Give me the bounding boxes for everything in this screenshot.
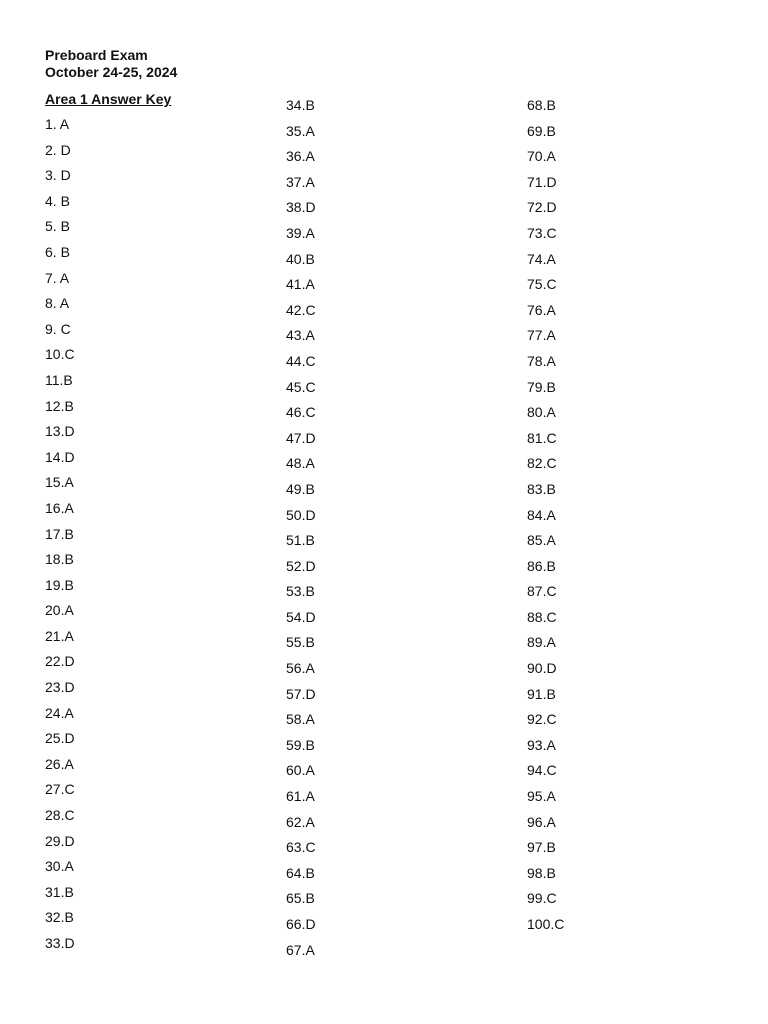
answer-item: 89.A xyxy=(527,634,556,651)
answer-item: 23.D xyxy=(45,679,75,696)
answer-item: 81.C xyxy=(527,429,557,446)
answer-item: 44.C xyxy=(286,352,316,369)
answer-item: 66.D xyxy=(286,916,316,932)
answer-item: 53.B xyxy=(286,583,315,600)
answer-item: 65.B xyxy=(286,890,315,907)
answer-item: 91.B xyxy=(527,685,556,702)
answer-item: 8. A xyxy=(45,295,70,312)
answer-item: 84.A xyxy=(527,506,556,523)
answer-item: 40.B xyxy=(286,250,315,267)
answer-item: 98.B xyxy=(527,864,556,881)
answer-item: 56.A xyxy=(286,660,315,677)
answer-item: 48.A xyxy=(286,455,315,472)
answer-item: 73.C xyxy=(527,224,557,241)
answer-item: 37.A xyxy=(286,173,315,190)
answer-item: 27.C xyxy=(45,781,75,798)
answer-item: 31.B xyxy=(45,883,74,900)
answer-item: 7. A xyxy=(45,269,70,286)
exam-title: Preboard Exam xyxy=(45,47,148,63)
answer-item: 34.B xyxy=(286,97,315,113)
answer-item: 26.A xyxy=(45,755,74,772)
answer-item: 36.A xyxy=(286,148,315,165)
answer-item: 2. D xyxy=(45,141,71,158)
answer-item: 11.B xyxy=(45,371,73,388)
answer-item: 46.C xyxy=(286,404,316,421)
answer-item: 16.A xyxy=(45,499,74,516)
answer-item: 50.D xyxy=(286,506,316,523)
answer-item: 30.A xyxy=(45,858,74,875)
answer-item: 12.B xyxy=(45,397,74,414)
answer-item: 5. B xyxy=(45,218,70,235)
answer-item: 92.C xyxy=(527,711,557,728)
answer-item: 71.D xyxy=(527,173,557,190)
answer-item: 43.A xyxy=(286,327,315,344)
answer-item: 96.A xyxy=(527,813,556,830)
answer-column-1 xyxy=(45,112,75,957)
answer-item: 78.A xyxy=(527,352,556,369)
exam-date: October 24-25, 2024 xyxy=(45,64,178,80)
answer-item: 99.C xyxy=(527,890,557,907)
answer-item: 64.B xyxy=(286,864,315,881)
answer-item: 74.A xyxy=(527,250,556,267)
answer-item: 19.B xyxy=(45,576,74,593)
answer-item: 13.D xyxy=(45,423,75,440)
answer-item: 85.A xyxy=(527,532,556,549)
answer-item: 63.C xyxy=(286,839,316,856)
answer-item: 41.A xyxy=(286,276,315,293)
section-title: Area 1 Answer Key xyxy=(45,91,172,107)
answer-item: 82.C xyxy=(527,455,557,472)
document-header xyxy=(45,47,177,81)
answer-item: 68.B xyxy=(527,97,556,113)
answer-item: 29.D xyxy=(45,832,75,849)
answer-item: 15.A xyxy=(45,474,74,491)
answer-item: 42.C xyxy=(286,301,316,318)
answer-item: 38.D xyxy=(286,199,316,216)
answer-column-3 xyxy=(527,93,564,938)
answer-item: 32.B xyxy=(45,909,74,926)
answer-item: 86.B xyxy=(527,557,556,574)
answer-item: 90.D xyxy=(527,660,557,677)
answer-item: 10.C xyxy=(45,346,75,363)
answer-item: 6. B xyxy=(45,243,70,260)
answer-item: 20.A xyxy=(45,602,74,619)
answer-item: 9. C xyxy=(45,320,71,337)
answer-item: 93.A xyxy=(527,736,556,753)
answer-column-2 xyxy=(286,93,316,963)
answer-item: 100.C xyxy=(527,916,565,932)
answer-item: 17.B xyxy=(45,525,74,542)
answer-item: 77.A xyxy=(527,327,556,344)
answer-item: 80.A xyxy=(527,404,556,421)
answer-item: 24.A xyxy=(45,704,74,721)
answer-item: 47.D xyxy=(286,429,316,446)
answer-item: 72.D xyxy=(527,199,557,216)
answer-item: 62.A xyxy=(286,813,315,830)
answer-item: 75.C xyxy=(527,276,557,293)
answer-item: 4. B xyxy=(45,192,70,209)
answer-item: 33.D xyxy=(45,935,75,951)
answer-item: 55.B xyxy=(286,634,315,651)
answer-item: 54.D xyxy=(286,608,316,625)
answer-item: 39.A xyxy=(286,224,315,241)
answer-item: 58.A xyxy=(286,711,315,728)
answer-item: 70.A xyxy=(527,148,556,165)
answer-item: 94.C xyxy=(527,762,557,779)
answer-item: 79.B xyxy=(527,378,556,395)
answer-item: 67.A xyxy=(286,941,315,958)
answer-item: 3. D xyxy=(45,167,71,184)
answer-item: 21.A xyxy=(45,627,74,644)
answer-item: 35.A xyxy=(286,122,315,139)
answer-item: 97.B xyxy=(527,839,556,856)
answer-item: 61.A xyxy=(286,788,315,805)
answer-item: 18.B xyxy=(45,551,74,568)
answer-item: 49.B xyxy=(286,480,315,497)
answer-item: 59.B xyxy=(286,736,315,753)
answer-item: 52.D xyxy=(286,557,316,574)
answer-item: 60.A xyxy=(286,762,315,779)
answer-item: 25.D xyxy=(45,730,75,747)
answer-item: 87.C xyxy=(527,583,557,600)
answer-item: 57.D xyxy=(286,685,316,702)
answer-item: 76.A xyxy=(527,301,556,318)
answer-item: 45.C xyxy=(286,378,316,395)
answer-item: 88.C xyxy=(527,608,557,625)
answer-item: 95.A xyxy=(527,788,556,805)
answer-item: 22.D xyxy=(45,653,75,670)
answer-item: 51.B xyxy=(286,532,315,549)
answer-item: 14.D xyxy=(45,448,75,465)
answer-item: 83.B xyxy=(527,480,556,497)
answer-item: 1. A xyxy=(45,116,70,132)
answer-item: 28.C xyxy=(45,807,75,824)
answer-item: 69.B xyxy=(527,122,556,139)
